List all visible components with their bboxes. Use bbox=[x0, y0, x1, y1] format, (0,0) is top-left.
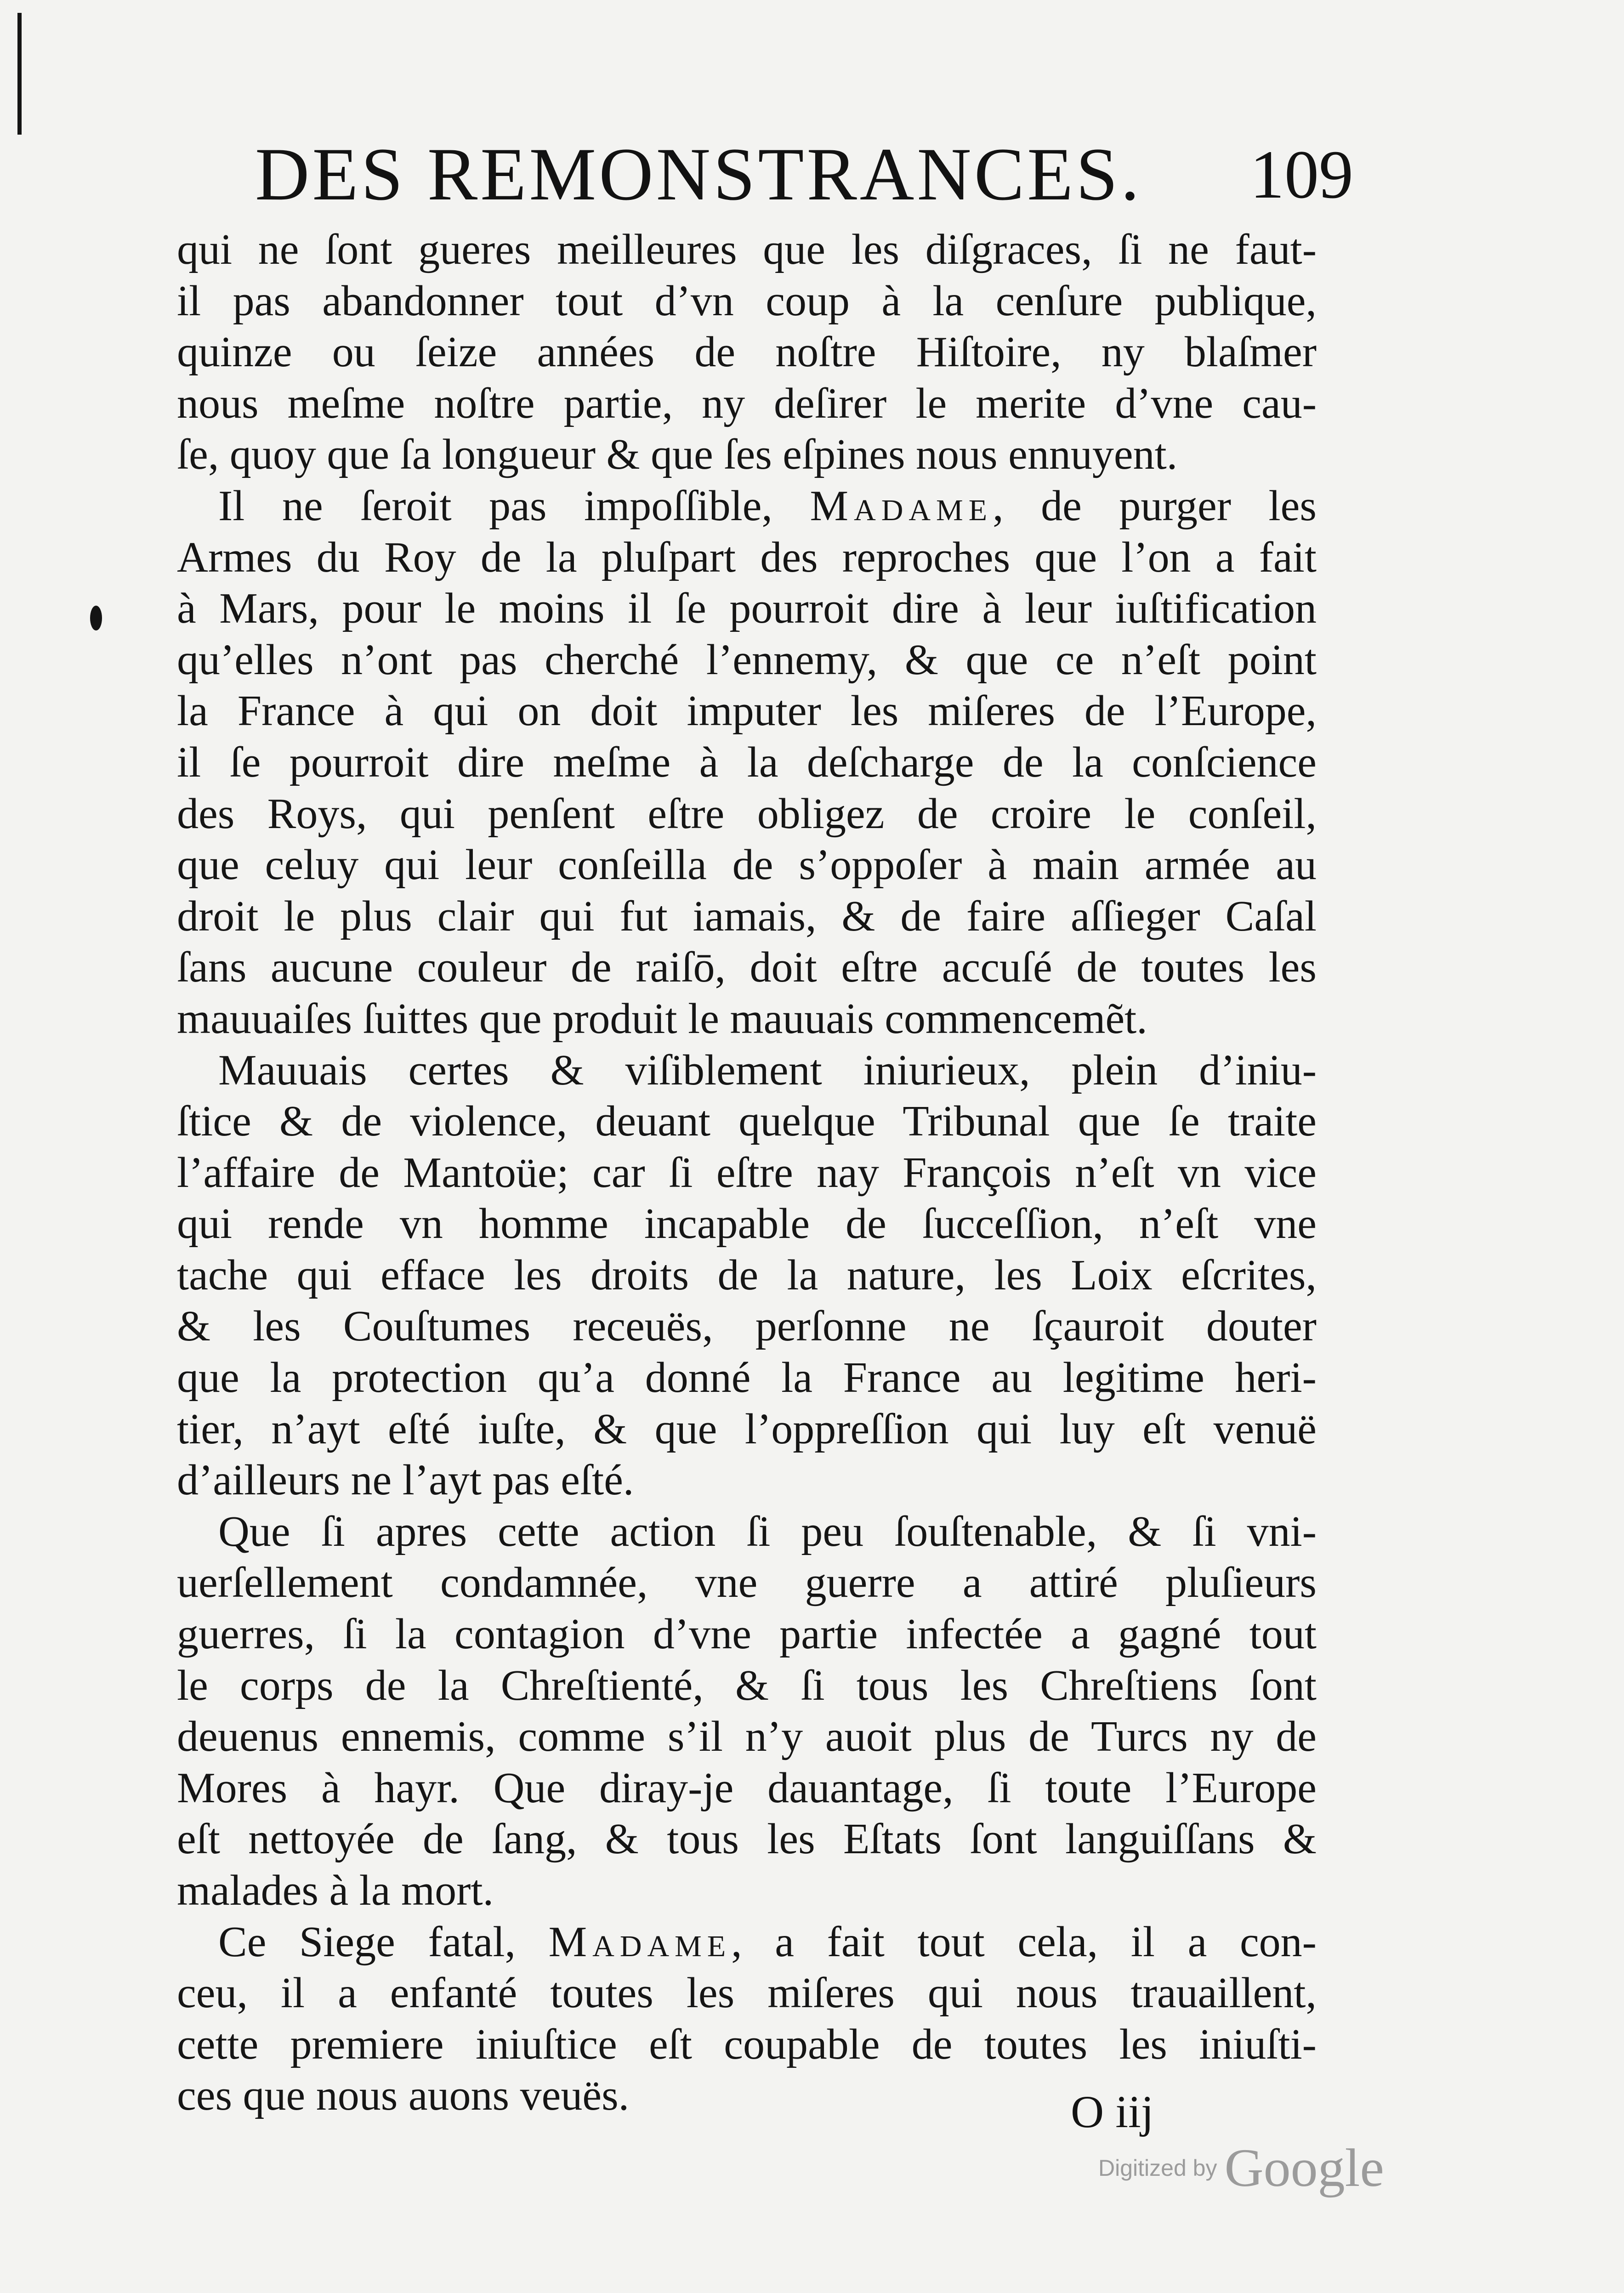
paragraph bbox=[177, 1506, 1317, 1917]
text-line: cette premiere iniuſtice eſt coupable de toutes les iniuſti- bbox=[177, 2020, 1317, 2068]
text-line: deuenus ennemis, comme s’il n’y auoit plus de Turcs ny de bbox=[177, 1713, 1317, 1761]
text-line: Que ſi apres cette action ſi peu ſouſtenable, & ſi vni- bbox=[218, 1507, 1317, 1555]
text-line: ſtice & de violence, deuant quelque Tribunal que ſe traite bbox=[177, 1097, 1317, 1146]
text-line: quinze ou ſeize années de noſtre Hiſtoire, ny blaſmer bbox=[177, 328, 1317, 376]
text-line: à Mars, pour le moins il ſe pourroit dire à leur iuſtification bbox=[177, 585, 1317, 633]
text-run: , de purger les bbox=[993, 482, 1317, 530]
text-line: eſt nettoyée de ſang, & tous les Eſtats ſont languiſſans & bbox=[177, 1815, 1317, 1863]
body-text bbox=[177, 224, 1317, 2122]
running-head-title: DES REMONSTRANCES. bbox=[255, 133, 1142, 216]
signature-mark: O iij bbox=[1071, 2086, 1154, 2137]
text-line: qui rende vn homme incapable de ſucceſſion, n’eſt vne bbox=[177, 1200, 1317, 1248]
text-line: droit le plus clair qui fut iamais, & de faire aſſieger Caſal bbox=[177, 892, 1317, 940]
digitization-watermark bbox=[1098, 2137, 1448, 2201]
text-line: tier, n’ayt eſté iuſte, & que l’oppreſſion qui luy eſt venuë bbox=[177, 1405, 1317, 1453]
running-head bbox=[255, 133, 1353, 216]
text-line: il ſe pourroit dire meſme à la deſcharge de la conſcience bbox=[177, 738, 1317, 786]
text-line: Mauuais certes & viſiblement iniurieux, plein d’iniu- bbox=[218, 1046, 1317, 1094]
text-line: ces que nous auons veuës. bbox=[177, 2072, 630, 2120]
text-line: ſe, quoy que ſa longueur & que ſes eſpines nous ennuyent. bbox=[177, 431, 1178, 479]
text-line: le corps de la Chreſtienté, & ſi tous les Chreſtiens ſont bbox=[177, 1661, 1317, 1709]
text-line: nous meſme noſtre partie, ny deſirer le merite d’vne cau- bbox=[177, 379, 1317, 427]
text-line: ſans aucune couleur de raiſō, doit eſtre accuſé de toutes les bbox=[177, 943, 1317, 992]
paragraph bbox=[177, 481, 1317, 1045]
text-run: Il ne ſeroit pas impoſſible, bbox=[218, 482, 810, 530]
text-line bbox=[177, 1917, 1317, 1968]
text-line: que celuy qui leur conſeilla de s’oppoſer à main armée au bbox=[177, 841, 1317, 889]
text-run: Ce Siege fatal, bbox=[218, 1918, 549, 1966]
text-line: Mores à hayr. Que diray-je dauantage, ſi toute l’Europe bbox=[177, 1764, 1317, 1812]
text-line: d’ailleurs ne l’ayt pas eſté. bbox=[177, 1456, 634, 1504]
addressee-name: Madame bbox=[548, 1918, 732, 1966]
page-number: 109 bbox=[1250, 136, 1353, 213]
text-line: qu’elles n’ont pas cherché l’ennemy, & que ce n’eſt point bbox=[177, 636, 1317, 684]
text-line: la France à qui on doit imputer les miſeres de l’Europe, bbox=[177, 687, 1317, 735]
text-line: qui ne ſont gueres meilleures que les diſgraces, ſi ne faut- bbox=[177, 226, 1317, 273]
text-line: tache qui efface les droits de la nature, les Loix eſcrites, bbox=[177, 1251, 1317, 1299]
text-line: il pas abandonner tout d’vn coup à la cenſure publique, bbox=[177, 277, 1317, 325]
text-line: uerſellement condamnée, vne guerre a attiré pluſieurs bbox=[177, 1559, 1317, 1607]
text-line bbox=[177, 481, 1317, 532]
text-line: malades à la mort. bbox=[177, 1867, 494, 1914]
text-line: que la protection qu’a donné la France au legitime heri- bbox=[177, 1354, 1317, 1402]
text-line: ceu, il a enfanté toutes les miſeres qui nous trauaillent, bbox=[177, 1969, 1317, 2017]
text-run: , a fait tout cela, il a con- bbox=[731, 1918, 1317, 1966]
left-edge-scan-line bbox=[17, 13, 22, 135]
paragraph bbox=[177, 224, 1317, 481]
text-line: des Roys, qui penſent eſtre obligez de croire le conſeil, bbox=[177, 789, 1317, 838]
paragraph bbox=[177, 1045, 1317, 1506]
text-line: Armes du Roy de la pluſpart des reproches que l’on a fait bbox=[177, 533, 1317, 581]
watermark-brand: Google bbox=[1224, 2138, 1384, 2198]
text-line: & les Couſtumes receuës, perſonne ne ſçauroit douter bbox=[177, 1302, 1317, 1351]
text-line: mauuaiſes ſuittes que produit le mauuais commencemẽt. bbox=[177, 994, 1147, 1043]
watermark-prefix: Digitized by bbox=[1098, 2155, 1217, 2181]
addressee-name: Madame bbox=[810, 482, 993, 530]
text-line: l’affaire de Mantoüe; car ſi eſtre nay François n’eſt vn vice bbox=[177, 1148, 1317, 1197]
text-line: guerres, ſi la contagion d’vne partie infectée a gagné tout bbox=[177, 1610, 1317, 1658]
margin-ink-mark bbox=[90, 606, 102, 630]
